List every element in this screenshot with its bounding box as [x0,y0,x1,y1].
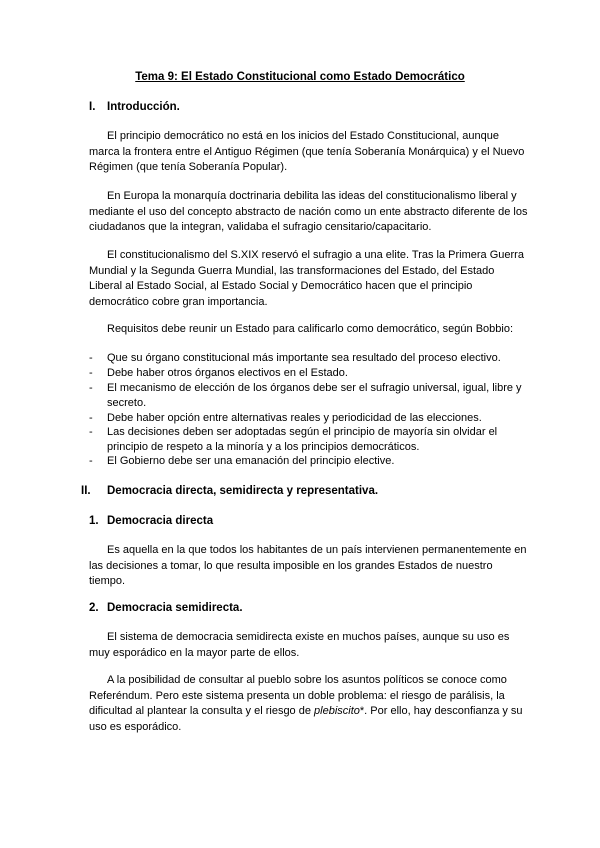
subsection-1-heading [89,514,214,529]
bullet-dash: - [89,382,93,394]
list-item-text: El Gobierno debe ser una emanación del principio elective. [107,455,395,467]
document-title: Tema 9: El Estado Constitucional como Estado Democrático [135,71,465,83]
intro-paragraph-2: En Europa la monarquía doctrinaria debilita las ideas del constitucionalismo liberal y mediante el uso del concepto abstracto de nación como un ente abstracto diferente de los ciudadanos que la integran, validaba el sufragio censitario/capacitario. [89,190,528,234]
section-1-number: I. [89,101,96,113]
subsection-2-heading [89,601,243,616]
section-2-title: Democracia directa, semidirecta y representativa. [107,485,379,497]
list-item-text: Que su órgano constitucional más importante sea resultado del proceso electivo. [107,352,501,364]
section-2-number: II. [81,485,91,497]
list-item-text: Las decisiones deben ser adoptadas según el principio de mayoría sin olvidar el principio de respeto a la minoría y a los principios democráticos. [107,426,498,454]
bobbio-requirements-intro: Requisitos debe reunir un Estado para calificarlo como democrático, según Bobbio: [107,323,514,335]
bullet-dash: - [89,367,93,379]
subsection-2-title: Democracia semidirecta. [107,602,243,614]
bullet-dash: - [89,352,93,364]
list-item-text: El mecanismo de elección de los órganos debe ser el sufragio universal, igual, libre y secreto. [107,382,522,410]
list-item-text: Debe haber otros órganos electivos en el Estado. [107,367,348,379]
list-item [89,381,529,412]
list-item [89,425,529,456]
list-item [89,351,529,366]
bullet-dash: - [89,455,93,467]
direct-democracy-paragraph: Es aquella en la que todos los habitantes de un país intervienen permanentemente en las decisiones a tomar, lo que resulta imposible en los grandes Estados de nuestro tiempo. [89,544,527,588]
intro-paragraph-3: El constitucionalismo del S.XIX reservó el sufragio a una elite. Tras la Primera Guerra Mundial y la Segunda Guerra Mundial, las transformaciones del Estado, del Estado Liberal al Estado Social, al Estado Social y Democrático hacen que el principio democrático cobre gran importancia. [89,249,524,308]
subsection-1-title: Democracia directa [107,515,214,527]
section-1-title: Introducción. [107,101,180,113]
section-2-heading [81,484,379,499]
subsection-1-number: 1. [89,515,99,527]
paragraph-text-end: *. Por ello, hay desconfianza y su uso es esporádico. [89,705,523,733]
bullet-dash: - [89,412,93,424]
paragraph-text-start: A la posibilidad de consultar al pueblo sobre los asuntos políticos se conoce como Referéndum. Pero este sistema presenta un doble problema: el riesgo de parálisis, la dificultad al plantear la consulta y el riesgo de [89,674,507,718]
section-1-heading [89,100,180,115]
plebiscito-term: plebiscito [314,705,360,718]
subsection-2-number: 2. [89,602,99,614]
list-item [89,366,529,381]
list-item [89,454,529,469]
intro-paragraph-1: El principio democrático no está en los inicios del Estado Constitucional, aunque marca la frontera entre el Antiguo Régimen (que tenía Soberanía Monárquica) y el Nuevo Régimen (que tenía Soberanía Popular). [89,130,525,174]
semidirect-paragraph-1: El sistema de democracia semidirecta existe en muchos países, aunque su uso es muy esporádico en la mayor parte de ellos. [89,631,510,659]
bullet-dash: - [89,426,93,438]
list-item-text: Debe haber opción entre alternativas reales y periodicidad de las elecciones. [107,412,482,424]
semidirect-paragraph-2 [89,673,529,735]
